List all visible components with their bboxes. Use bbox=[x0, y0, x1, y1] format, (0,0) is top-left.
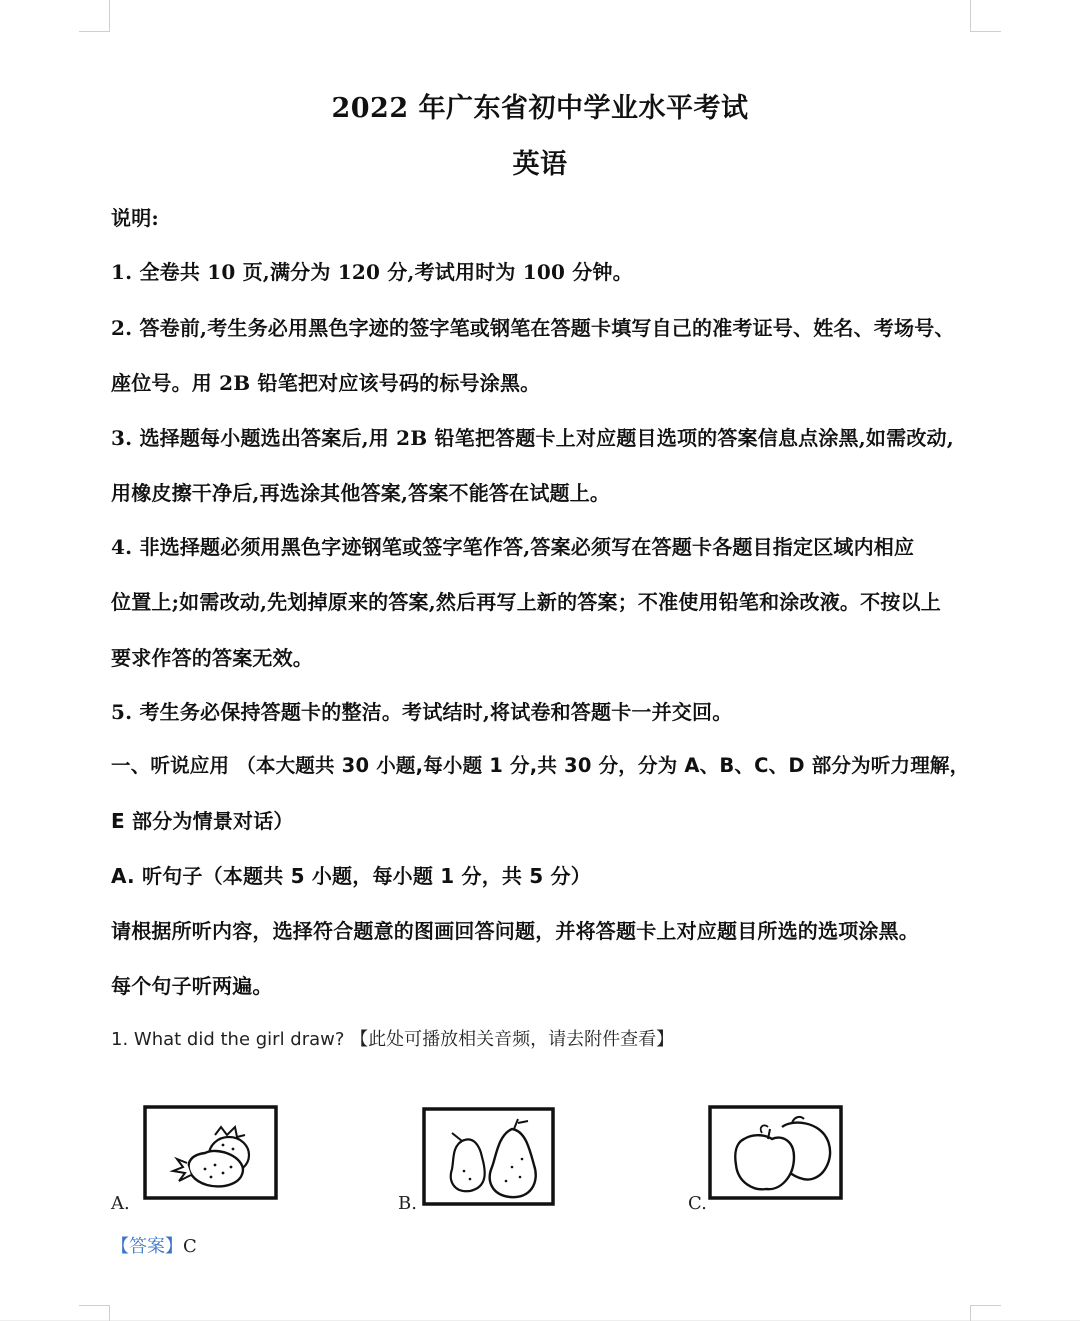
instruction-line: 要求作答的答案无效。 bbox=[111, 646, 313, 670]
part-a-heading: A. 听句子（本题共 5 小题，每小题 1 分，共 5 分） bbox=[111, 864, 591, 888]
option-b-label[interactable]: B. bbox=[398, 1193, 417, 1214]
apples-picture[interactable] bbox=[708, 1105, 844, 1201]
option-a-label[interactable]: A. bbox=[111, 1193, 130, 1214]
section-heading-cont: E 部分为情景对话） bbox=[111, 809, 294, 833]
strawberries-picture[interactable] bbox=[143, 1105, 279, 1201]
section-heading: 一、听说应用 （本大题共 30 小题,每小题 1 分,共 30 分，分为 A、B、C、D 部分为听力理解， bbox=[111, 754, 970, 777]
crop-mark-bottom-right bbox=[970, 1305, 1001, 1321]
option-c-label[interactable]: C. bbox=[688, 1193, 707, 1214]
instruction-line: 2. 答卷前,考生务必用黑色字迹的签字笔或钢笔在答题卡填写自己的准考证号、姓名、考场号、 bbox=[111, 316, 955, 340]
instruction-line: 位置上;如需改动,先划掉原来的答案,然后再写上新的答案；不准使用铅笔和涂改液。不按以上 bbox=[111, 590, 941, 614]
crop-mark-top-left bbox=[79, 0, 110, 32]
question-1-text: 1. What did the girl draw? 【此处可播放相关音频，请去附件查看】 bbox=[111, 1029, 675, 1050]
answer-value: C bbox=[183, 1236, 197, 1257]
directions-line: 请根据所听内容，选择符合题意的图画回答问题，并将答题卡上对应题目所选的选项涂黑。 bbox=[111, 919, 919, 943]
directions-line: 每个句子听两遍。 bbox=[111, 974, 273, 998]
answer-line bbox=[111, 1232, 197, 1258]
exam-title: 2022 年广东省初中学业水平考试 bbox=[331, 93, 749, 124]
subject-title: 英语 bbox=[512, 149, 568, 180]
pears-picture[interactable] bbox=[422, 1107, 556, 1207]
instruction-line: 用橡皮擦干净后,再选涂其他答案,答案不能答在试题上。 bbox=[111, 481, 611, 505]
instructions-heading: 说明: bbox=[111, 206, 159, 230]
instruction-line: 座位号。用 2B 铅笔把对应该号码的标号涂黑。 bbox=[111, 371, 541, 395]
instruction-line: 1. 全卷共 10 页,满分为 120 分,考试用时为 100 分钟。 bbox=[111, 260, 633, 284]
crop-mark-top-right bbox=[970, 0, 1001, 32]
crop-mark-bottom-left bbox=[79, 1305, 110, 1321]
instruction-line: 3. 选择题每小题选出答案后,用 2B 铅笔把答题卡上对应题目选项的答案信息点涂黑,如需改动, bbox=[111, 426, 954, 450]
instruction-line: 5. 考生务必保持答题卡的整洁。考试结时,将试卷和答题卡一并交回。 bbox=[111, 700, 733, 724]
answer-tag: 【答案】 bbox=[111, 1236, 183, 1257]
instruction-line: 4. 非选择题必须用黑色字迹钢笔或签字笔作答,答案必须写在答题卡各题目指定区域内相应 bbox=[111, 535, 915, 559]
